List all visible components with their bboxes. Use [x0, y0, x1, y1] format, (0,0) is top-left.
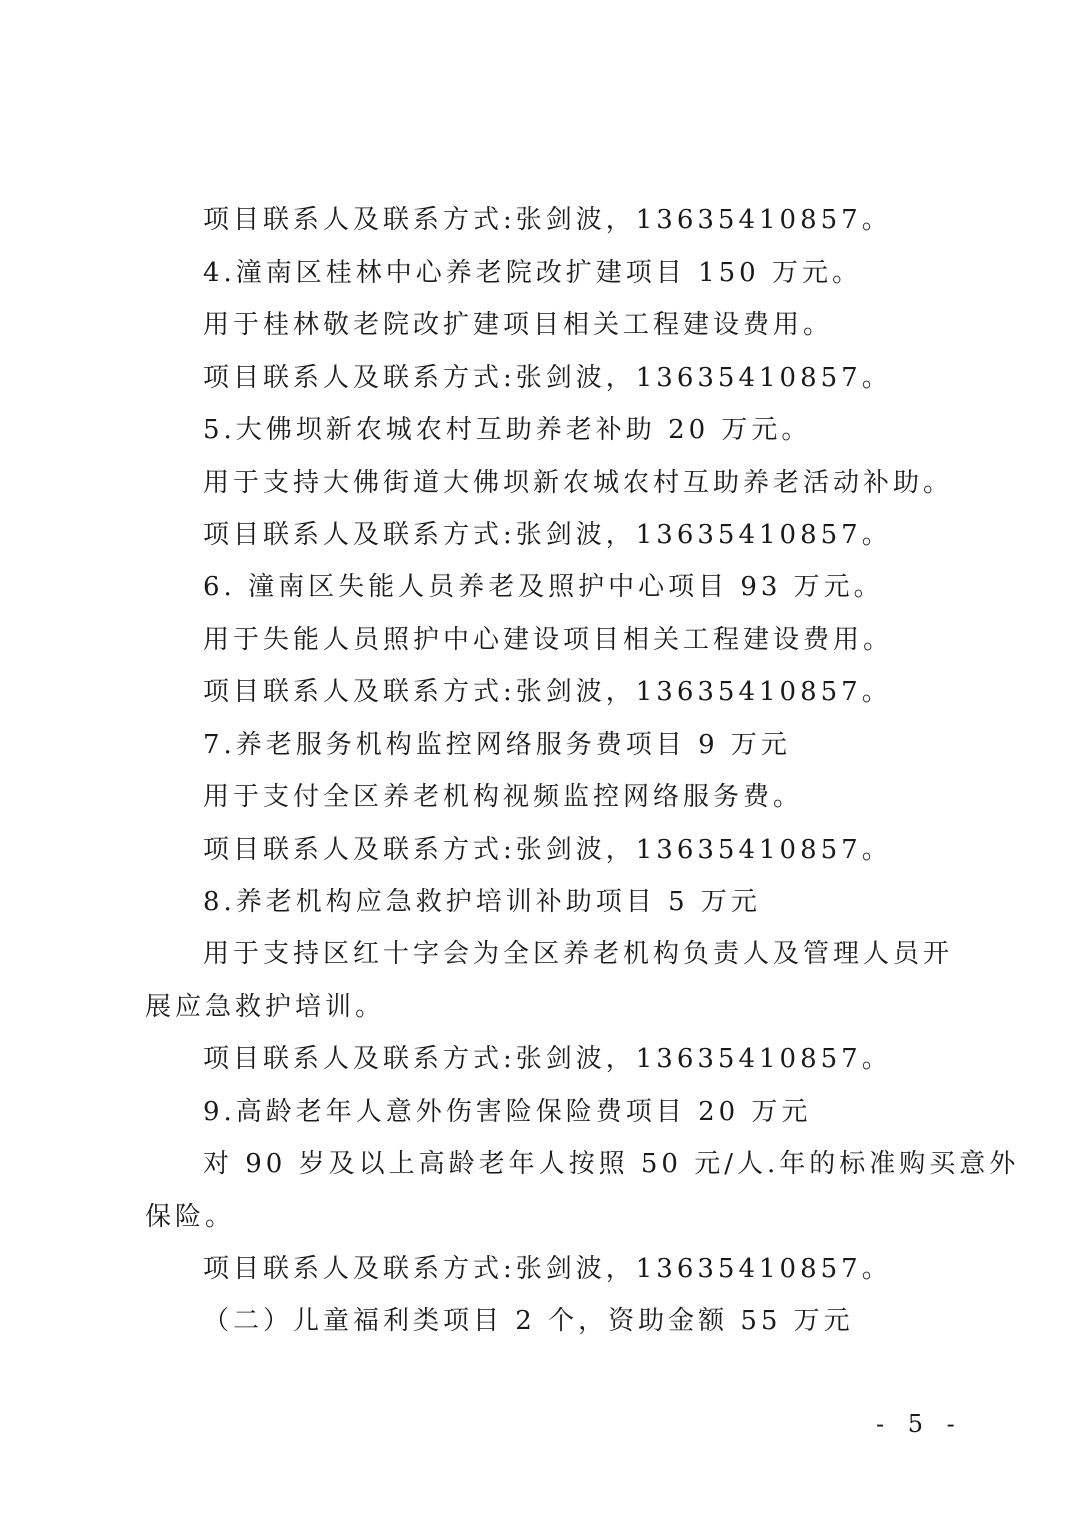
- item-8-heading: 8.养老机构应急救护培训补助项目 5 万元: [203, 887, 761, 917]
- item-8-description: 用于支持区红十字会为全区养老机构负责人及管理人员开: [203, 939, 954, 969]
- page-number: - 5 -: [876, 1410, 963, 1438]
- section-heading-child-welfare: （二）儿童福利类项目 2 个，资助金额 55 万元: [203, 1306, 854, 1336]
- contact-line: 项目联系人及联系方式:张剑波，13635410857。: [203, 363, 892, 393]
- contact-line: 项目联系人及联系方式:张剑波，13635410857。: [203, 835, 892, 865]
- item-4-description: 用于桂林敬老院改扩建项目相关工程建设费用。: [203, 310, 834, 340]
- item-7-description: 用于支付全区养老机构视频监控网络服务费。: [203, 782, 804, 812]
- item-5-heading: 5.大佛坝新农城农村互助养老补助 20 万元。: [203, 415, 812, 445]
- contact-line: 项目联系人及联系方式:张剑波，13635410857。: [203, 520, 892, 550]
- item-8-description-continued: 展应急救护培训。: [145, 992, 386, 1022]
- contact-line: 项目联系人及联系方式:张剑波，13635410857。: [203, 1044, 892, 1074]
- item-7-heading: 7.养老服务机构监控网络服务费项目 9 万元: [203, 730, 791, 760]
- contact-line: 项目联系人及联系方式:张剑波，13635410857。: [203, 205, 892, 235]
- contact-line: 项目联系人及联系方式:张剑波，13635410857。: [203, 677, 892, 707]
- item-9-heading: 9.高龄老年人意外伤害险保险费项目 20 万元: [203, 1097, 812, 1127]
- item-5-description: 用于支持大佛街道大佛坝新农城农村互助养老活动补助。: [203, 468, 954, 498]
- item-9-description-continued: 保险。: [145, 1202, 236, 1232]
- item-6-heading: 6. 潼南区失能人员养老及照护中心项目 93 万元。: [203, 572, 884, 602]
- item-4-heading: 4.潼南区桂林中心养老院改扩建项目 150 万元。: [203, 258, 862, 288]
- contact-line: 项目联系人及联系方式:张剑波，13635410857。: [203, 1254, 892, 1284]
- item-9-description: 对 90 岁及以上高龄老年人按照 50 元/人.年的标准购买意外: [203, 1149, 1020, 1179]
- item-6-description: 用于失能人员照护中心建设项目相关工程建设费用。: [203, 625, 894, 655]
